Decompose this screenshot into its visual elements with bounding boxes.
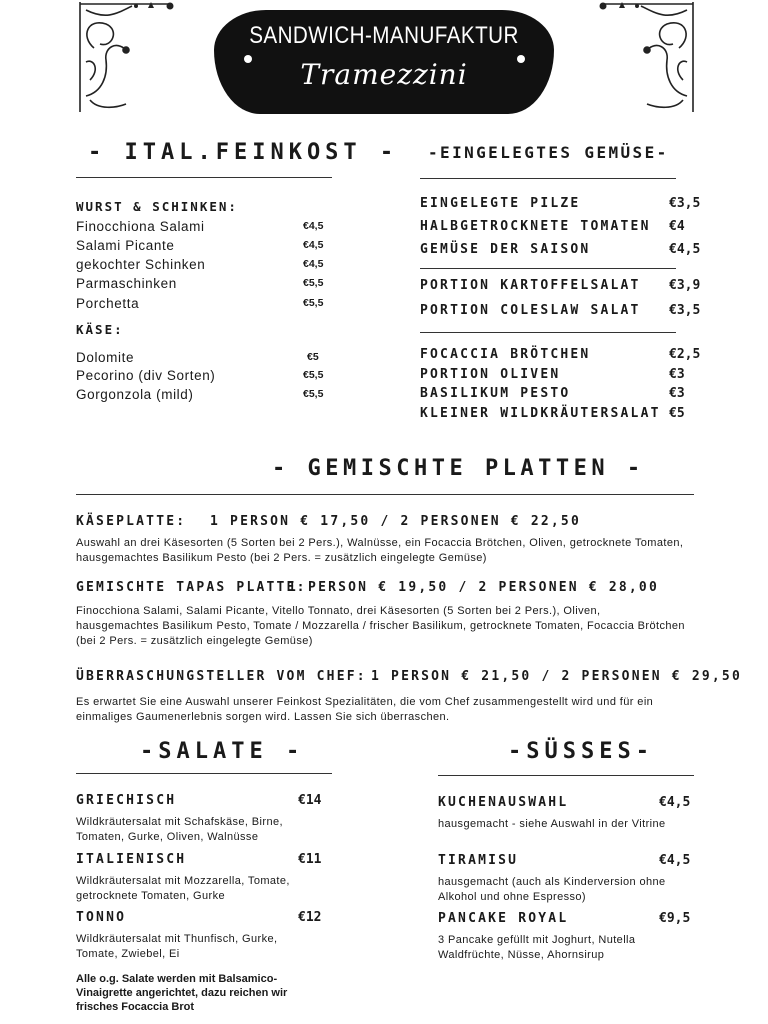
- menu-item-name: Porchetta: [76, 296, 140, 311]
- menu-item-name: TIRAMISU: [438, 853, 519, 868]
- salate-note: Alle o.g. Salate werden mit Balsamico-Vinaigrette angerichtet, dazu reichen wir frisches Focaccia Brot: [76, 973, 288, 1013]
- menu-item-name: Finocchiona Salami: [76, 219, 205, 234]
- menu-item-name: FOCACCIA BRÖTCHEN: [420, 347, 591, 362]
- menu-item-price: €5,5: [303, 277, 324, 289]
- menu-item-name: KUCHENAUSWAHL: [438, 795, 569, 810]
- menu-item-name: GEMÜSE DER SAISON: [420, 242, 591, 257]
- divider: [420, 268, 676, 269]
- menu-item-price: €14: [298, 793, 322, 808]
- menu-item-price: €2,5: [669, 347, 701, 362]
- menu-item-name: GRIECHISCH: [76, 793, 177, 808]
- platte-desc: Es erwartet Sie eine Auswahl unserer Feinkost Spezialitäten, die vom Chef zusammengestellt wird und für ein einmaliges Gaumenerlebnis sorgen wird. Lassen Sie sich überraschen.: [76, 696, 654, 723]
- platte-label: KÄSEPLATTE:: [76, 514, 187, 529]
- divider: [420, 332, 676, 333]
- menu-item-desc: hausgemacht (auch als Kinderversion ohne Alkohol und ohne Espresso): [438, 876, 666, 903]
- menu-item-desc: Wildkräutersalat mit Mozzarella, Tomate, getrocknete Tomaten, Gurke: [76, 875, 290, 902]
- section-title-feinkost: - ITAL.FEINKOST -: [88, 140, 399, 165]
- wurst-heading: WURST & SCHINKEN:: [76, 199, 238, 214]
- platte-prices: 1 PERSON € 19,50 / 2 PERSONEN € 28,00: [288, 580, 659, 595]
- menu-item-name: PORTION KARTOFFELSALAT: [420, 278, 641, 293]
- divider: [76, 494, 694, 495]
- menu-item-price: €4,5: [659, 853, 691, 868]
- menu-item-name: ITALIENISCH: [76, 852, 187, 867]
- menu-item-price: €3: [669, 367, 685, 382]
- menu-item-name: PORTION OLIVEN: [420, 367, 561, 382]
- menu-item-price: €4,5: [659, 795, 691, 810]
- menu-item-name: gekochter Schinken: [76, 257, 206, 272]
- menu-item-name: Gorgonzola (mild): [76, 387, 194, 402]
- menu-item-price: €3: [669, 386, 685, 401]
- ornament-left-icon: [76, 0, 176, 118]
- kaese-heading: KÄSE:: [76, 322, 124, 337]
- menu-item-name: Dolomite: [76, 350, 135, 365]
- menu-item-desc: 3 Pancake gefüllt mit Joghurt, Nutella Waldfrüchte, Nüsse, Ahornsirup: [438, 934, 636, 961]
- menu-item-price: €3,9: [669, 278, 701, 293]
- menu-item-desc: Wildkräutersalat mit Schafskäse, Birne, Tomaten, Gurke, Oliven, Walnüsse: [76, 816, 283, 843]
- menu-item-price: €5,5: [303, 388, 324, 400]
- platte-prices: 1 PERSON € 17,50 / 2 PERSONEN € 22,50: [210, 514, 581, 529]
- menu-item-name: Parmaschinken: [76, 276, 177, 291]
- menu-item-name: KLEINER WILDKRÄUTERSALAT: [420, 406, 661, 421]
- section-title-platten: - GEMISCHTE PLATTEN -: [272, 456, 645, 481]
- platte-desc: Auswahl an drei Käsesorten (5 Sorten bei 2 Pers.), Walnüsse, ein Focaccia Brötchen, Oliven, getrocknete Tomaten, hausgemachtes Basilikum Pesto (bei 2 Pers. = zusätzlich eingelegte Gemüse): [76, 537, 684, 564]
- menu-item-name: Salami Picante: [76, 238, 175, 253]
- section-title-suesses: -SÜSSES-: [508, 739, 654, 764]
- menu-item-price: €4,5: [669, 242, 701, 257]
- menu-item-desc: Wildkräutersalat mit Thunfisch, Gurke, Tomate, Zwiebel, Ei: [76, 933, 278, 960]
- menu-item-name: Pecorino (div Sorten): [76, 368, 216, 383]
- divider: [76, 773, 332, 774]
- menu-item-price: €4,5: [303, 258, 324, 270]
- ornament-right-icon: [597, 0, 697, 118]
- menu-item-price: €9,5: [659, 911, 691, 926]
- menu-item-price: €4,5: [303, 220, 324, 232]
- divider: [76, 177, 332, 178]
- menu-item-name: PORTION COLESLAW SALAT: [420, 303, 641, 318]
- header-script: Tramezzini: [300, 58, 468, 91]
- menu-item-price: €3,5: [669, 303, 701, 318]
- divider: [420, 178, 676, 179]
- header-title: SANDWICH-MANUFAKTUR: [249, 22, 519, 49]
- menu-item-name: TONNO: [76, 910, 127, 925]
- menu-item-price: €5: [307, 351, 319, 363]
- menu-item-price: €4,5: [303, 239, 324, 251]
- menu-item-price: €5,5: [303, 369, 324, 381]
- menu-item-name: BASILIKUM PESTO: [420, 386, 571, 401]
- platte-desc: Finocchiona Salami, Salami Picante, Vitello Tonnato, drei Käsesorten (5 Sorten bei 2 Pers.), Oliven, hausgemachtes Basilikum Pesto, Tomate / Mozzarella / frischer Basilikum, getrocknete Tomaten, Focaccia Brötchen (bei 2 Pers. = zusätzlich eingelegte Gemüse): [76, 605, 685, 647]
- section-title-gemuese: -EINGELEGTES GEMÜSE-: [428, 143, 669, 162]
- divider: [438, 775, 694, 776]
- platte-label: ÜBERRASCHUNGSTELLER VOM CHEF:: [76, 669, 367, 684]
- menu-item-price: €5,5: [303, 297, 324, 309]
- menu-item-desc: hausgemacht - siehe Auswahl in der Vitrine: [438, 818, 666, 830]
- section-title-salate: -SALATE -: [140, 739, 305, 764]
- menu-item-price: €11: [298, 852, 322, 867]
- menu-item-name: HALBGETROCKNETE TOMATEN: [420, 219, 651, 234]
- menu-item-name: PANCAKE ROYAL: [438, 911, 569, 926]
- menu-item-price: €4: [669, 219, 685, 234]
- menu-item-price: €3,5: [669, 196, 701, 211]
- menu-item-name: EINGELEGTE PILZE: [420, 196, 581, 211]
- menu-item-price: €5: [669, 406, 685, 421]
- platte-label: GEMISCHTE TAPAS PLATTE:: [76, 580, 307, 595]
- menu-item-price: €12: [298, 910, 322, 925]
- platte-prices: 1 PERSON € 21,50 / 2 PERSONEN € 29,50: [371, 669, 742, 684]
